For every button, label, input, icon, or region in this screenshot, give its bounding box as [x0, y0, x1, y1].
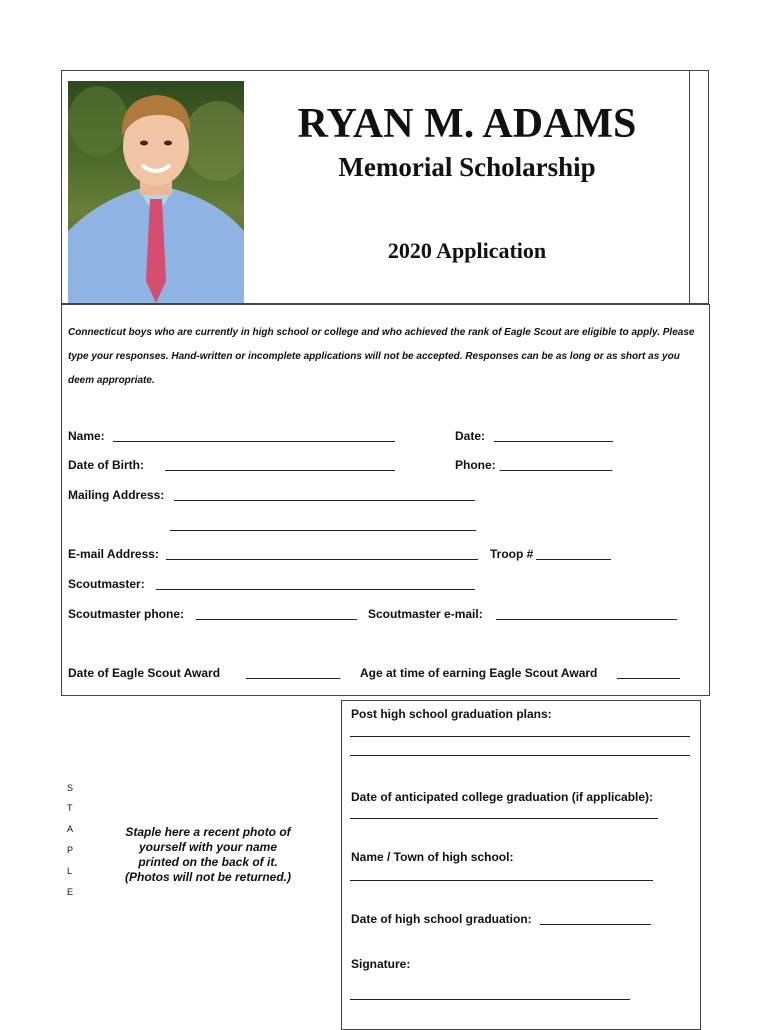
sm-email-label: Scoutmaster e-mail: [368, 607, 483, 621]
staple-note-line: Staple here a recent photo of [125, 825, 291, 839]
phone-label: Phone: [455, 458, 496, 472]
intro-line-1: Connecticut boys who are currently in high school or college and who achieved the rank of Eagle Scout are eligible to apply. Please [68, 327, 695, 338]
phone-field[interactable] [500, 470, 612, 471]
mailing-field-2[interactable] [170, 530, 476, 531]
troop-label: Troop # [490, 547, 534, 561]
sm-email-field[interactable] [496, 619, 677, 620]
email-field[interactable] [166, 559, 478, 560]
staple-note-line: printed on the back of it. [138, 855, 278, 869]
hs-grad-field[interactable] [540, 924, 651, 925]
signature-field[interactable] [350, 999, 630, 1000]
staple-note-line: (Photos will not be returned.) [125, 870, 291, 884]
staple-letter: T [67, 803, 73, 813]
staple-letter: S [67, 783, 74, 793]
sm-phone-label: Scoutmaster phone: [68, 607, 185, 621]
name-label: Name: [68, 429, 105, 443]
eagle-date-label: Date of Eagle Scout Award [68, 666, 221, 680]
dob-field[interactable] [165, 470, 395, 471]
dob-label: Date of Birth: [68, 458, 144, 472]
college-grad-label: Date of anticipated college graduation (if applicable): [351, 790, 654, 804]
email-label: E-mail Address: [68, 547, 159, 561]
post-plans-field-2[interactable] [350, 755, 690, 756]
post-plans-field-1[interactable] [350, 736, 690, 737]
scoutmaster-field[interactable] [156, 589, 475, 590]
intro-line-3: deem appropriate. [68, 375, 155, 386]
staple-letter: P [67, 845, 74, 855]
header-right-divider [689, 70, 690, 304]
date-field[interactable] [494, 441, 613, 442]
eagle-age-label: Age at time of earning Eagle Scout Award [360, 666, 598, 680]
name-field[interactable] [113, 441, 395, 442]
high-school-field[interactable] [350, 880, 653, 881]
application-year: 2020 Application [387, 238, 547, 263]
staple-letter: E [67, 887, 74, 897]
scoutmaster-label: Scoutmaster: [68, 577, 145, 591]
scholar-name-title: RYAN M. ADAMS [297, 101, 637, 147]
college-grad-field[interactable] [350, 818, 658, 819]
signature-label: Signature: [351, 957, 411, 971]
staple-letter: A [67, 824, 74, 834]
hs-grad-label: Date of high school graduation: [351, 912, 532, 926]
staple-note [108, 825, 308, 885]
post-plans-label: Post high school graduation plans: [351, 707, 552, 721]
high-school-label: Name / Town of high school: [351, 850, 514, 864]
mailing-field-1[interactable] [174, 500, 475, 501]
portrait-photo [68, 81, 244, 303]
staple-letter: L [67, 866, 73, 876]
date-label: Date: [455, 429, 486, 443]
staple-note-line: yourself with your name [138, 840, 278, 854]
intro-line-2: type your responses. Hand-written or incomplete applications will not be accepted. Responses can be as long or as short as you [68, 351, 680, 362]
scholarship-subtitle: Memorial Scholarship [338, 152, 596, 182]
mailing-label: Mailing Address: [68, 488, 165, 502]
eagle-date-field[interactable] [246, 678, 340, 679]
sm-phone-field[interactable] [196, 619, 357, 620]
right-info-box [341, 700, 701, 1030]
troop-field[interactable] [536, 559, 611, 560]
eagle-age-field[interactable] [617, 678, 680, 679]
